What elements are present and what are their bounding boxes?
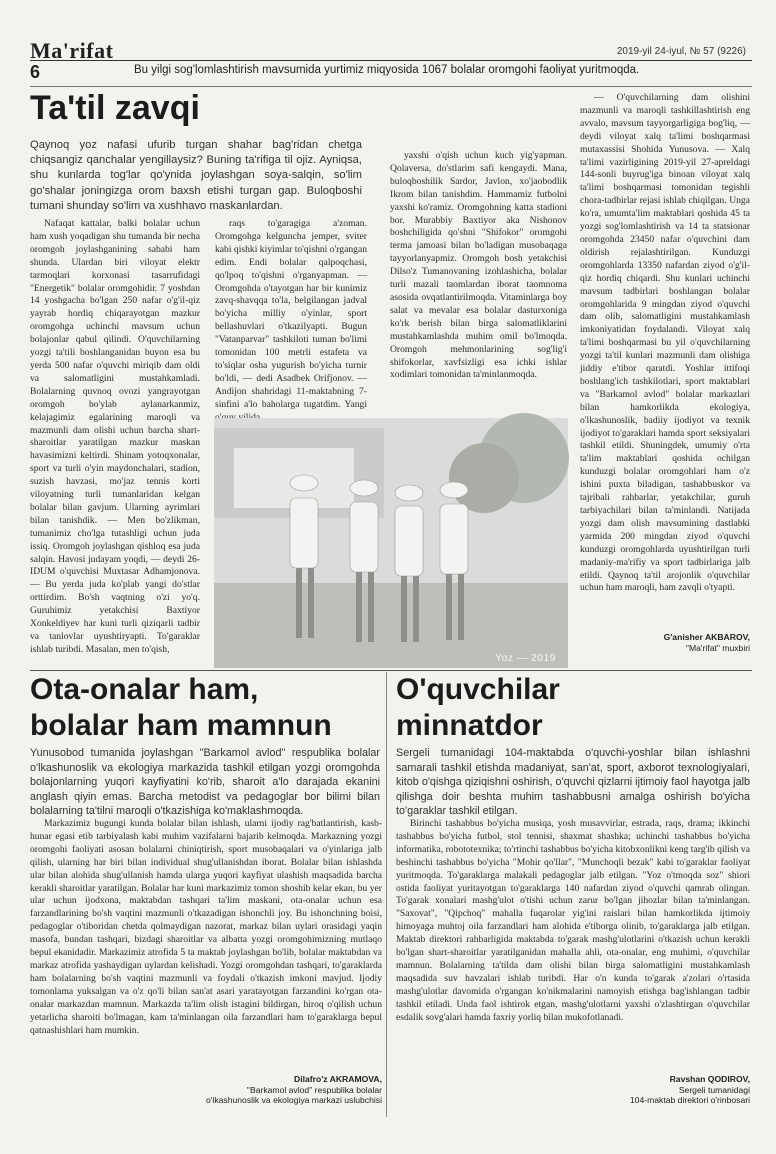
- page-number: 6: [30, 62, 41, 82]
- article1-col2-text: raqs to'garagiga a'zoman. Oromgohga kelguncha jemper, sviter kabi qishki kiyimlar to'qishni o'rgangan edim. Endi bolalar qalpoqchasi, qo'lpoq to'qishni o'rganyapman. — Oromgohda o'tayotgan har bir kunimiz zavq-shavqqa to'la, belgilangan jadval bo'yicha milliy o'yinlar, sport bellashuvlari o'tkazilyapti. Bugun "Vatanparvar" tashkiloti tuman bo'limi tomonidan 100 metrli estafeta va to'siqlar osha yugurish bo'yicha turnir bo'ldi, — dedi Asadbek Orifjonov. — Andijon shahridagi 11-maktabning 7-sinfini a'lo baholarga tugatdim. Yangi: [215, 218, 367, 410]
- article3-title-line-1: O'quvchilar: [396, 673, 560, 706]
- masthead: Ma'rifat: [30, 38, 114, 63]
- article1-col4-text: — O'quvchilarning dam olishini mazmunli va maroqli tashkillashtirish eng avvalo, mavsum tayyorgarligiga bog'liq, — deydi viloyat xalq ta'limi boshqarmasi mutaxassisi Shohida Yunusova. — Xalq ta'limi vazirligining 2019-yil 27-apreldagi 144-sonli buyrug'iga binoan viloyat xalq ta'limi boshqarmasi tomonidan tegishli chora-tadbirlar rejasi ishlab chiqilgan. Unga ko'ra, umumta'lim maktablari qoshida 45 ta yozgi sog'lomlashtirish va 14 ta statsionar oromgohda 23450 nafar o'quvchini dam oldirish rejalashtirilgan. Kunduzgi oromgohlarda 13350 nafardan ziyod o'g'il-qiz hordiq chiqardi. Shu kunlari uchinchi mavsum tadbirlari boshlangan bolalar oromgohlarida 9 mingdan ziyod o'quvchi dam olib, salomatligini mustahkamlash imkoniyatidan foydalandi. Viloyat xalq ta'limi boshqarmasi bu yil o'quvchilarning yozgi ta'til kunlari mazmunli dam olishiga jiddiy e'tibor qaratdi. Yoshlar ittifoqi boshlang'ich tashkilotlari, sport maktablari va "Barkamol avlod" bolalar markazlari bilan hamkorlikda ekologiya, o'lkashunoslik, badiiy ijodiyot va texnik ijodiyot to'garaklari hamda sport seksiyalari tashkil etildi. Shuningdek, umumiy o'rta ta'lim maktablari qoshida ochilgan kunduzgi bolalar oromgohlari ham o'z ishini puxta biladigan, tashabbuskor va tajribali rahbarlar, yetakchilar, guruh tarbiyachilari bilan ta'minlandi. Natijada yozgi dam olish mavsumining dastlabki yarmida 200 mingdan ziyod o'quvchi kunduzgi oromgohlarda uyushtirilgan turli madaniy-ma'rifiy va sport tadbirlariga jalb etildi. Qaynoq ta'til arojonlik o'quvchilar uchun ham maroqli, ham zavqli o'tyapti.: [580, 92, 750, 594]
- article1-lead: Qaynoq yoz nafasi ufurib turgan shahar bag'ridan chetga chiqsangiz qanchalar yengillaysiz? Buning ta'rifiga til ojiz. Ayniqsa, shu kunlarda tog'lar qo'ynida joylashgan soya-salqin, so'lim go'shalar joningizga orom baxsh etishi turgan gap. Buloqboshi tumani shunday so'lim va xushhavo maskanlardan.: [30, 139, 362, 212]
- article3-author-role-2: 104-maktab direktori o'rinbosari: [629, 1095, 750, 1105]
- article3-title: [396, 672, 560, 744]
- article1-author-role: "Ma'rifat" muxbiri: [685, 642, 750, 653]
- article2-signature: [120, 1074, 382, 1106]
- header-rule: [30, 60, 752, 61]
- column-divider: [386, 672, 387, 1117]
- article2-title-line-1: Ota-onalar ham,: [30, 673, 259, 706]
- article1-col3-text: yaxshi o'qish uchun kuch yig'yapman. Qolaversa, do'stlarim safi kengaydi. Mana, buloqboshilik Sardor, Javlon, xo'jaobodlik Ikrom bilan tanishdim. Hammamiz futbolni yaxshi ko'ramiz. Oromgohning katta stadioni bor. Murabbiy Baxtiyor aka Nishonov boshchiligida qo'shni "Shifokor" oromgohi terma jamoasi bilan bo'ladigan musobaqaga tayyorlanyapmiz. Oromgoh bosh yetakchisi Dilso'z Tumanovaning izohlashicha, bolalar turli mazali taomlardan iborat taomnoma asosida ovqatlantirilmoqda. Vitaminlarga boy salat va mevalar esa bolalar dasturxoniga ko'rk berish bilan birga salomatliklarini mustahkamlashda muhim omil bo'lmoqda. Oromgoh mehmonlarining sog'lig'i shifokorlar, xavfsizligi esa ichki ishlar xodimlari tomonidan ta'minlanmoqda.: [390, 150, 567, 381]
- article2-body-text: Markazimiz bugungi kunda bolalar bilan ishlash, ularni ijodiy rag'batlantirish, kasb-hunar egasi etib tarbiyalash kabi muhim vazifalarni bajarib kelmoqda. Markazning yozgi oromgohi faoliyati asosan bolalarni chiniqtirish, sport musobaqalari va o'yinlariga jalb qilish, ularning har biri bilan individual shug'ullanishdan iborat. Bolalar bilan ishlashda ular bilan alohida shug'ullanish hamda ularga yuqori kayfiyat ulashish maqsadida barcha kerakli sharoitlar yaratilgan. Bolalar har kuni markazimiz tomon shoshib kelar ekan, bu yer ular uchun ijodxona, maktabdan tashqari ta'lim maskani, ota-onalar uchun esa farzandlarining bo'sh vaqtini mazmunli o'tkazadigan ishonchli joy. Bu ishonchning boisi, pedagoglar o'tiboridan chetda qolmaydigan nazorat, markaz bilan uylari orasidagi yaqin masofa, bundan tashqari, bizdagi sharoitlar va albatta yozgi oromgohimizning mutlaqo bepul ekanidadir. Markazimiz atrofida 5 ta maktab joylashgan bo'lib, bolalar maktabdan va markaz atrofida yashaydigan uylardan kelishadi. Yozgi oromgohdan tashqari, to'garaklarda ham bolalarning bo'sh vaqtini mazmunli va foydali o'tkazish imkoni mavjud. Ijodiy tomonlama yuksalgan va o'z qo'li bilan san'at asari yaratayotgan farzandini ko'rgan ota-onalar markazdan mamnun. Markazda ta'lim olish istagini bildirgan, hiroq o'qilish uchun yetarlicha sharoiti bo'lmagan, kam ta'minlangan oila farzandlari ham to'garaklarga bepul qatnashishlari ham mumkin.: [30, 818, 382, 1036]
- article1-column-3: [390, 150, 567, 412]
- article2-title: [30, 672, 332, 744]
- article1-col1-text: Nafaqat kattalar, balki bolalar uchun ham xush yoqadigan shu tumanda bir necha oromgoh joylashganining sababi ham shunda. Ulardan biri viloyat elektr tarmoqlari korxonasi tasarrufidagi "Energetik" bolalar oromgohidir. 7 yoshdan 14 yoshgacha bo'lgan 250 nafar o'g'il-qiz yayrab hordiq chiqarayotgan mazkur oromgohga uchinchi mavsum uchun bolajonlar qabul qilindi. O'quvchilarning yozgi ta'tili boshlanganidan buyon esa bu yerda 500 nafar o'quvchi miriqib dam oldi va salomatligini mustahkamladi. Bolalarning quvnoq ovozi yangrayotgan oromgoh bo'ylab aylanarkanmiz, kelajagimiz egalarining maroqli va mazmunli dam olishi uchun barcha shart-sharoitlar yaratilgan mazkur maskan havasimizni keltirdi. Shinam yotoqxonalar, sport va turli o'yin maydonchalari, stadion, suzish havzasi, mo'jaz tennis korti viloyatning turli tumanlaridan kelgan bolalar bilan gavjum. Ularning ayrimlari bilan tanishdik. — Men bo'zlikman, tumanimiz cho'lga tutashligi uchun juda issiq. Oromgoh joylashgan qishloq esa juda salqin. Havosi judayam yoqdi, — deydi 26-IDUM o'quvchisi Muxtasar Adhamjonova. — Bu yerda juda ko'plab yangi do'stlar orttirdim. Bo'sh vaqtning o'zi yo'q. Guruhimiz yetakchisi Baxtiyor Xonkeldiyev har kuni turli qiziqarli tadbir va tanlovlar uyushtiryapti. To'garaklar ishlab turibdi. Masalan, men to'qish,: [30, 218, 200, 655]
- article1-signature: [580, 632, 750, 653]
- header-subrule: [30, 86, 752, 87]
- article2-author-role-1: "Barkamol avlod" respublika bolalar: [246, 1084, 382, 1095]
- girls-photo-illustration: [214, 418, 568, 668]
- section-divider: [30, 670, 752, 671]
- article1-column-2: [215, 218, 367, 414]
- article1-title: Ta'til zavqi: [30, 89, 200, 127]
- issue-date: 2019-yil 24-iyul, № 57 (9226): [616, 46, 746, 57]
- article3-author-role-1: Sergeli tumanidagi: [678, 1084, 750, 1095]
- article1-column-4: [580, 92, 750, 630]
- article1-author: G'anisher AKBAROV,: [663, 632, 750, 642]
- article3-author: Ravshan QODIROV,: [669, 1074, 750, 1084]
- article2-title-line-2: bolalar ham mamnun: [30, 709, 332, 742]
- photo-caption: Yoz — 2019: [495, 652, 556, 664]
- article2-body: [30, 818, 382, 1066]
- article3-body-text: Birinchi tashabbus bo'yicha musiqa, yosh musavvirlar, estrada, raqs, drama; ikkinchi tashabbus bo'yicha futbol, stol tennisi, shaxmat shashka; uchinchi tashabbus bo'yicha informatika, robototexnika; to'rtinchi tashabbus bo'yicha kitobxonlikni keng targ'ib qilish va beshinchi tashabbus bo'yicha "Mohir qo'llar", "Munchoqli bezak" kabi to'garaklar faoliyat yuritmoqda. To'garaklarga malakali pedagoglar jalb etilgan. "Yoz o'tmoqda soz" shiori ostida faoliyat yuritayotgan to'garaklarga 140 nafardan ziyod o'quvchi qamrab olingan. To'garak xonalari mashg'ulot o'tishi uchun zarur bo'lgan jihozlar bilan ta'minlangan. "Saxovat", "Qipchoq" mahalla fuqarolar yig'ini raislari bilan hamkorlikda ijtimoiy himoyaga muhtoj oila farzandlari ham alohida e'tiborga olinib, to'garaklarga jalb etilgan. Maktab direktori rahbarligida maktabda to'garak mashg'ulotlarini o'tkazish uchun kerakli bo'lgan shart-sharoitlar yaratilganidan mahalla ahli, ota-onalar, eng muhimi, o'quvchilar mamnun. Bolalarning ta'tilda dam olishi bilan birga salomatligini mustahkamlash maqsadida suv havzalari ishlab turibdi. Har o'n kunda to'garak a'zolari o'rtasida mashg'ulotlar davomida o'rgangan ko'nikmalarini namoyish etishga bag'ishlangan tadbir tashkil etiladi. Unda faol ishtirok etgan, mashg'ulotlarni yaxshi o'zlashtirgan o'quvchilar esdalik sovg'alari hamda faxriy yorliq bilan mukofotlanadi.: [396, 818, 750, 1023]
- article3-body: [396, 818, 750, 1064]
- article2-lead: Yunusobod tumanida joylashgan "Barkamol avlod" respublika bolalar o'lkashunoslik va ekologiya markazida tashkil etilgan yozgi oromgohda bolajonlarning yuqori kayfiyatini ko'rib, sharoit a'lo darajada ekanini anglash qiyin emas. Barcha metodist va pedagoglar bor bilimi bilan bolalarning ta'tilni maroqli o'tkazishiga ko'maklashmoqda.: [30, 747, 380, 818]
- article1-photo: [214, 418, 568, 668]
- page-headline: Bu yilgi sog'lomlashtirish mavsumida yurtimiz miqyosida 1067 bolalar oromgohi faoliyat yuritmoqda.: [134, 64, 640, 76]
- article3-lead: Sergeli tumanidagi 104-maktabda o'quvchi-yoshlar bilan ishlashni samarali tashkil etishda madaniyat, san'at, sport, axborot texnologiyalari, kitob o'qishga qiziqishni oshirish, o'quvchi qizlarni ijtimoiy faol hayotga jalb qilishga doir beshta muhim tashabbusni amalga oshirish bo'yicha to'garaklar tashkil etilgan.: [396, 747, 750, 818]
- article2-author: Dilafro'z AKRAMOVA,: [294, 1074, 382, 1084]
- article3-title-line-2: minnatdor: [396, 709, 543, 742]
- article2-author-role-2: o'lkashunoslik va ekologiya markazi uslubchisi: [206, 1095, 382, 1105]
- article3-signature: [480, 1074, 750, 1106]
- article1-column-1: [30, 218, 200, 662]
